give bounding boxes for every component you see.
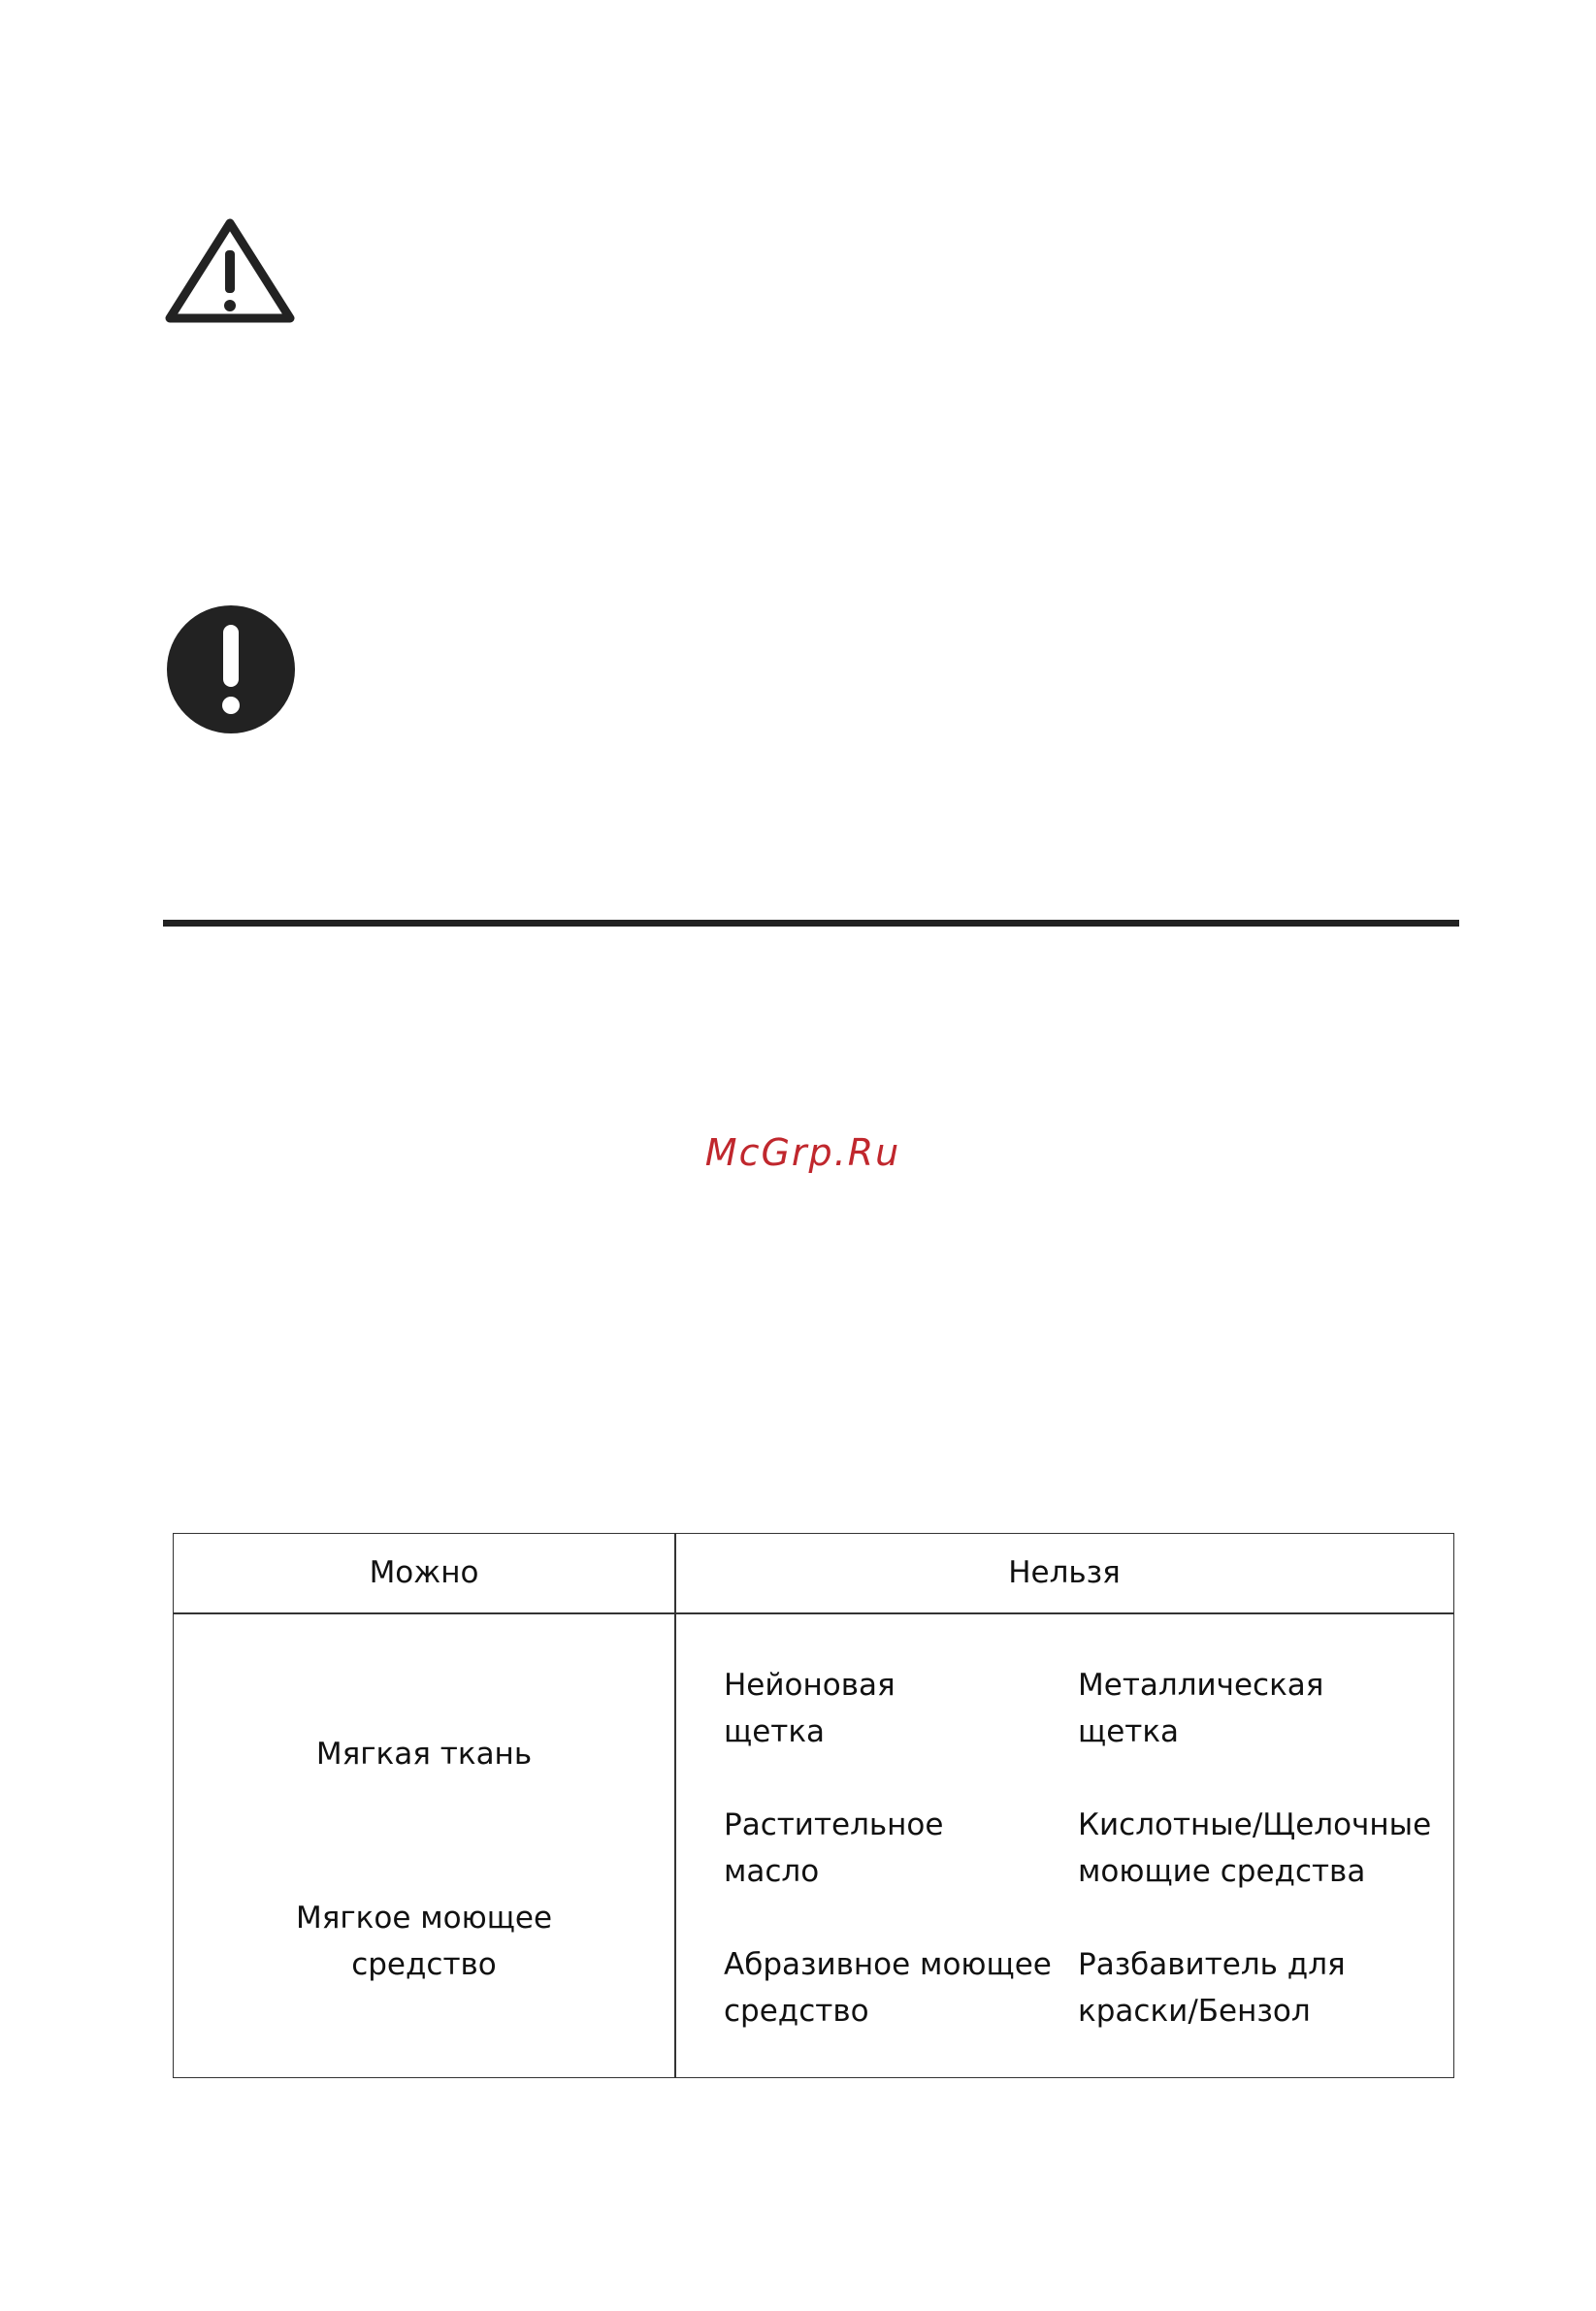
care-table [173, 1533, 1454, 2078]
section-divider [163, 920, 1459, 927]
table-column-divider [674, 1534, 676, 2077]
table-header-divider [174, 1612, 1453, 1614]
cannot-item-acid-alkaline-detergent: Кислотные/Щелочные моющие средства [1078, 1807, 1432, 1889]
cannot-item-abrasive-detergent: Абразивное моющее средство [724, 1947, 1052, 2029]
table-header-cannot: Нельзя [1008, 1555, 1121, 1590]
can-item-soft-cloth: Мягкая ткань [315, 1737, 533, 1772]
cannot-item-paint-thinner-benzene: Разбавитель для краски/Бензол [1078, 1947, 1346, 2029]
exclamation-circle-icon [165, 603, 297, 735]
table-header-can: Можно [369, 1555, 479, 1590]
watermark-text: McGrp.Ru [704, 1131, 901, 1174]
warning-triangle-icon [162, 213, 298, 326]
cannot-item-metal-brush: Металлическая щетка [1078, 1668, 1324, 1749]
cannot-item-nylon-brush: Нейоновая щетка [724, 1668, 896, 1749]
can-item-mild-detergent: Мягкое моющее средство [295, 1901, 553, 1982]
cannot-item-vegetable-oil: Растительное масло [724, 1807, 944, 1889]
